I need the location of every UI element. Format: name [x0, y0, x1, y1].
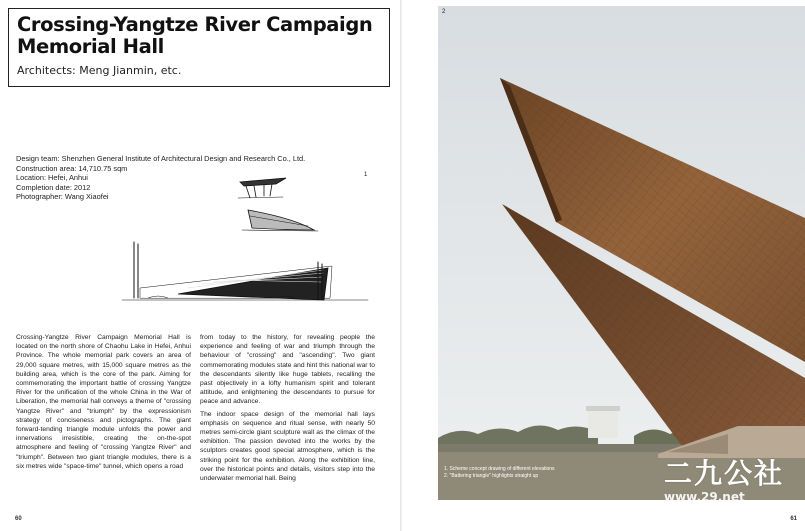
page-title: Crossing-Yangtze River Campaign Memorial Hall: [17, 13, 373, 58]
body-column-1: [16, 333, 191, 474]
caption-1: 1. Scheme concept drawing of different elevations: [444, 466, 555, 472]
page-number: 61: [790, 516, 797, 522]
body-column-2: [200, 333, 375, 486]
caption-2: 2. "Battering triangle" highlights straight up: [444, 473, 539, 479]
photo-number: 2: [442, 9, 446, 15]
body-paragraph: The indoor space design of the memorial hall lays emphasis on sequence and ritual sense, with nearly 50 metres semi-circle giant sculpture wall as the climax of the exhibition. The passion devoted into the works by the sculptors creates good special atmosphere, which is the striking point for the exhibition. Along the exhibition line, over the historical points and details, visitors step into the underwater memorial hall. Being: [200, 410, 375, 483]
meta-location: Location: Hefei, Anhui: [16, 173, 88, 183]
watermark-logo: 二九公社: [664, 457, 785, 490]
meta-construction-area: Construction area: 14,710.75 sqm: [16, 163, 128, 173]
figure-number: 1: [364, 172, 368, 178]
watermark-url: www.29.net: [664, 490, 745, 504]
title-box: [8, 8, 390, 87]
building-photo: [438, 6, 805, 500]
body-paragraph: Crossing-Yangtze River Campaign Memorial Hall is located on the north shore of Chaohu Lake in Hefei, Anhui Province. The whole memorial park covers an area of 29,000 square metres, with 15,000 square metres as the building area, which is the core of the park. Aiming for commemorating the important battle of crossing Yangtze River for the unification of the whole China in the War of Liberation, the memorial hall conveys a theme of "crossing Yangtze River" and "triumph" by the expressionism strategy of conciseness and pictographs. The giant forward-tending triangle module unfolds the power and innervations irresistible, creating the on-the-spot atmosphere and feeling of "crossing Yangtze River" and "triumph". Between two giant triangle modules, there is a six metres wide "space-time" tunnel, which opens a road: [16, 334, 191, 470]
page-number: 60: [15, 516, 22, 522]
body-paragraph: from today to the history, for revealing people the experience and feeling of war and triumph through the behaviour of "crossing" and "ascending". Two giant commemorating modules state and hint this national war to the descendants silently like huge tablets, recalling the past objectively in a lofty humanism spirit and tolerant attitude, and enlightening the descendants to pursue for peace and advance.: [200, 334, 375, 406]
left-page: [0, 0, 402, 531]
meta-design-team: Design team: Shenzhen General Institute of Architectural Design and Research Co., Ltd.: [16, 154, 306, 163]
architects-credit: Architects: Meng Jianmin, etc.: [17, 64, 182, 77]
right-page: [402, 0, 805, 531]
meta-completion-date: Completion date: 2012: [16, 182, 91, 192]
photo-captions: [444, 466, 555, 480]
concept-sketch: [118, 170, 378, 310]
meta-photographer: Photographer: Wang Xiaofei: [16, 192, 109, 202]
